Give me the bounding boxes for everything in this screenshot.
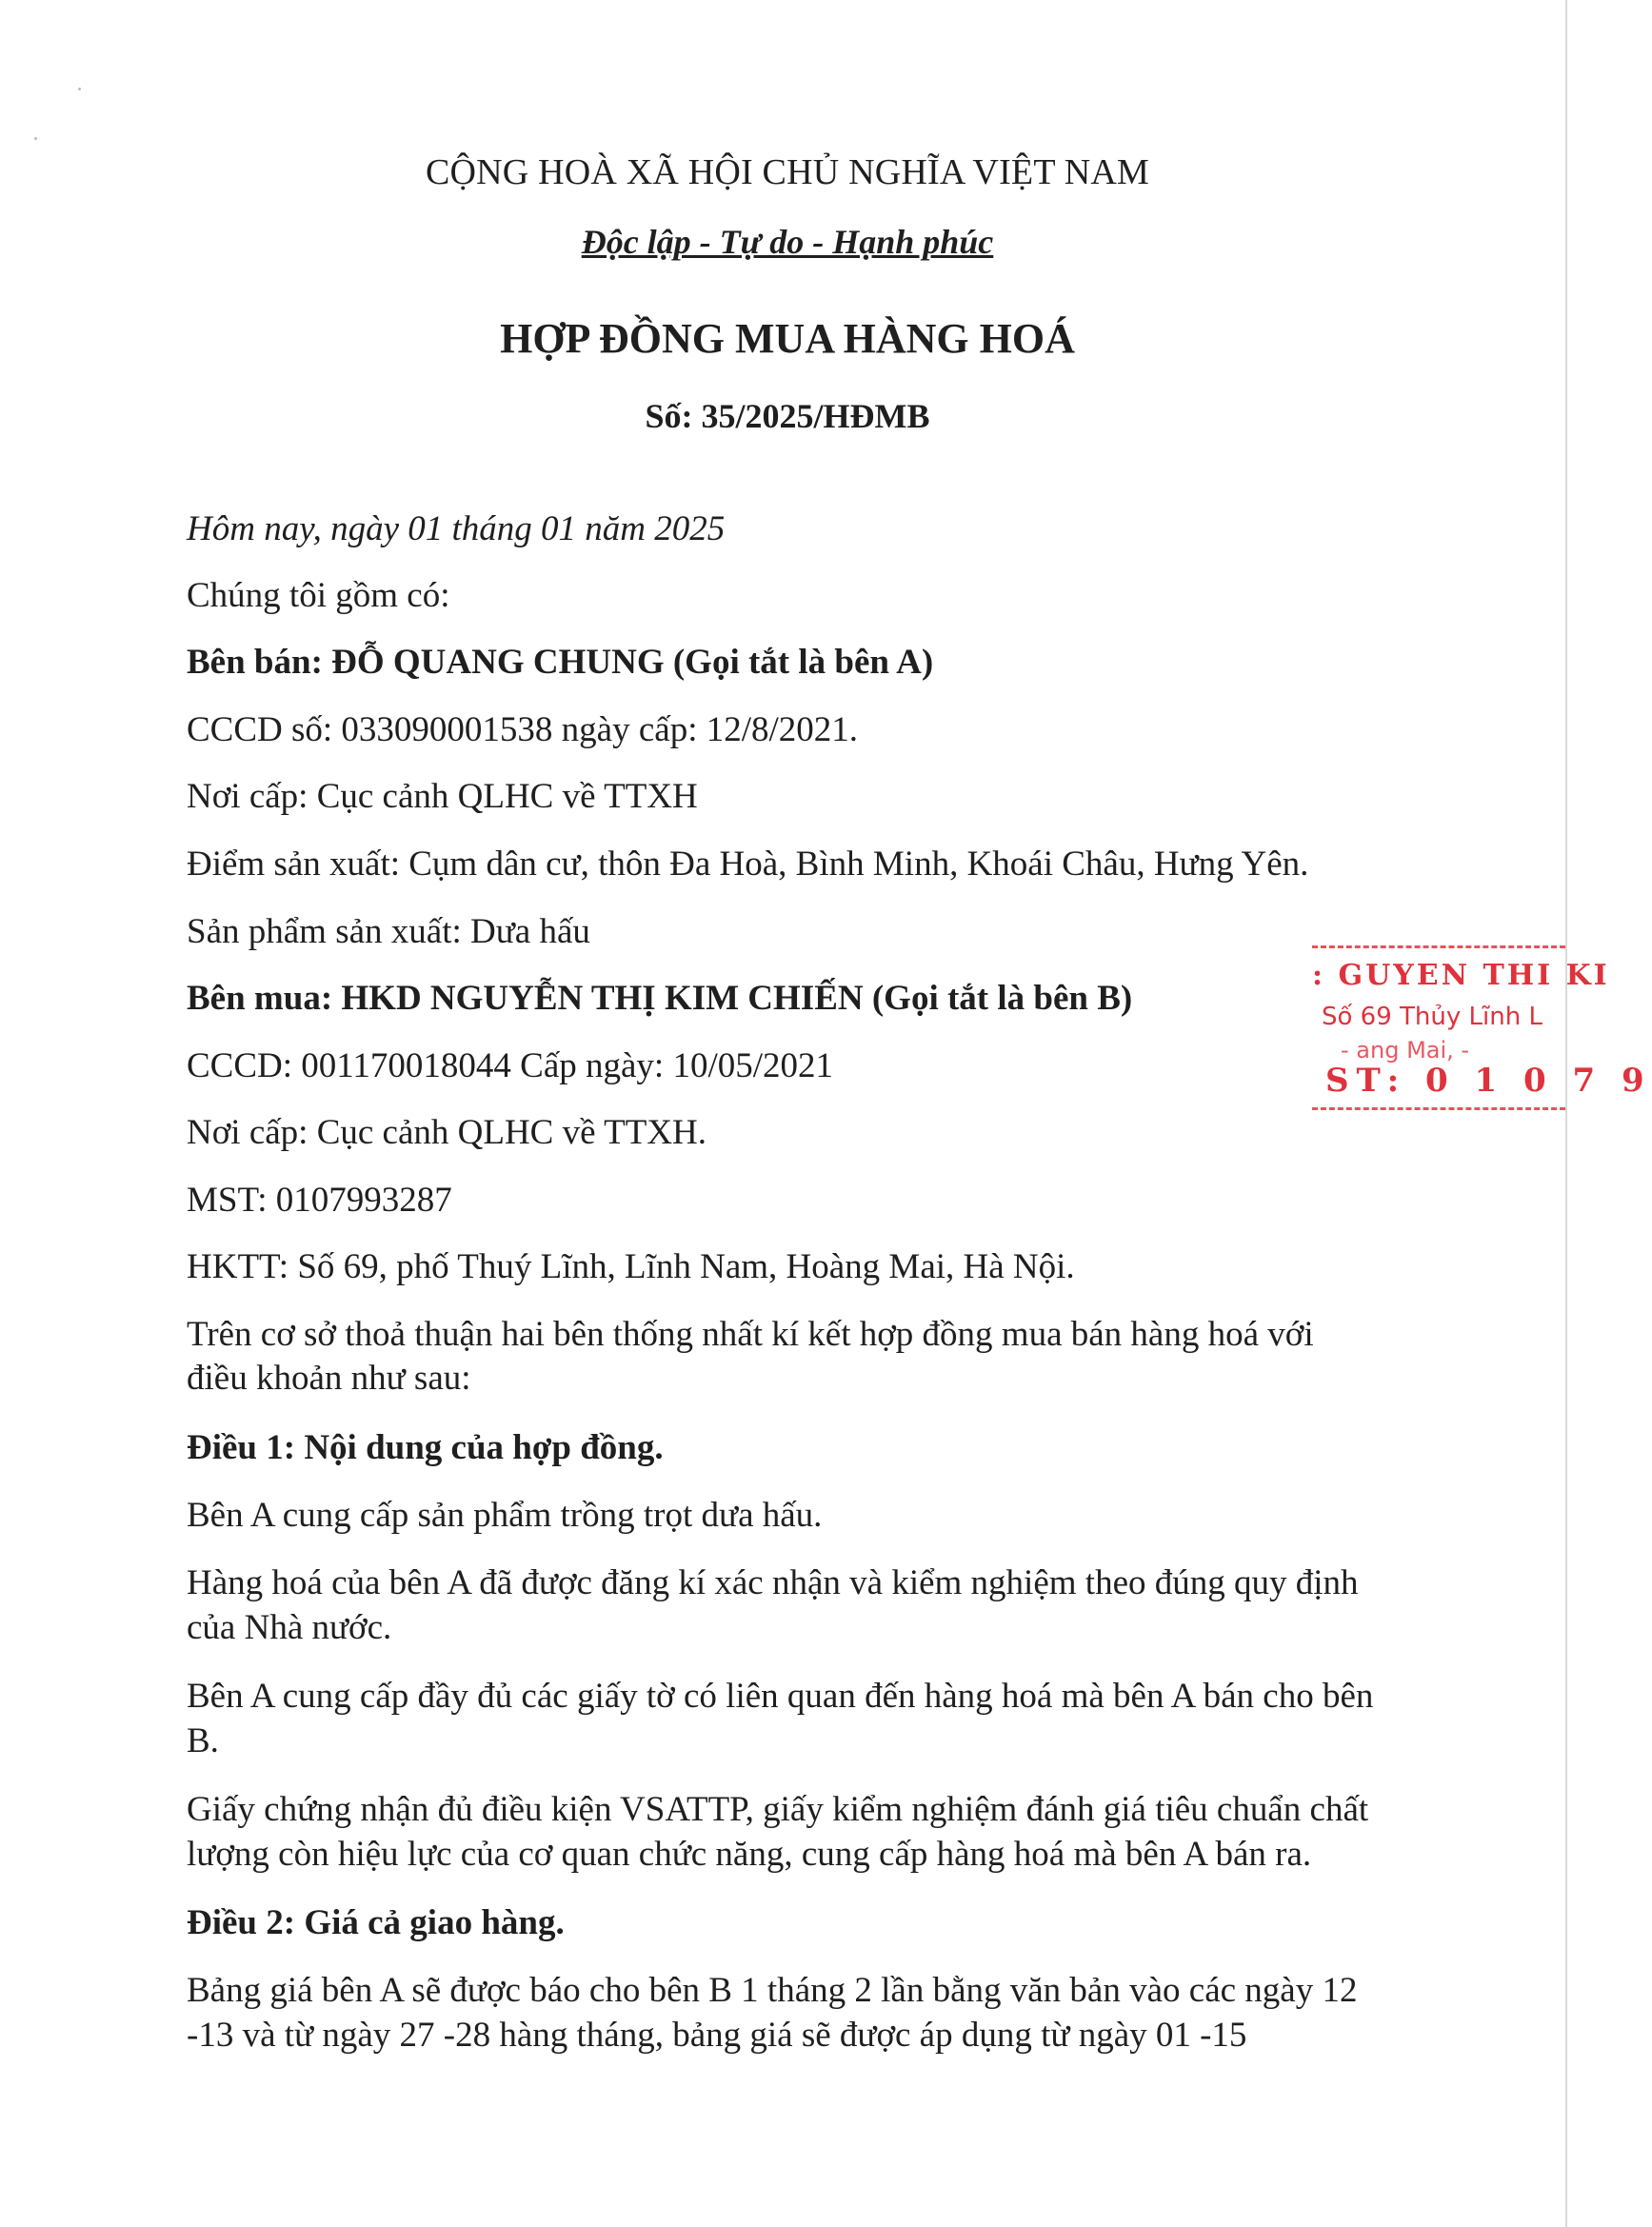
date-line: Hôm nay, ngày 01 tháng 01 năm 2025 xyxy=(187,509,726,548)
buyer-tax-code: MST: 0107993287 xyxy=(187,1181,452,1220)
seller-id: CCCD số: 033090001538 ngày cấp: 12/8/2021. xyxy=(187,710,859,749)
article-1-paragraph-4-line-2: lượng còn hiệu lực của cơ quan chức năng, cung cấp hàng hoá mà bên A bán ra. xyxy=(187,1835,1312,1874)
intro-line: Chúng tôi gồm có: xyxy=(187,576,450,615)
article-2-heading: Điều 2: Giá cả giao hàng. xyxy=(187,1903,565,1942)
stamp-border-bottom xyxy=(1312,1107,1565,1110)
buyer-issued-by: Nơi cấp: Cục cảnh QLHC về TTXH. xyxy=(187,1113,707,1152)
seller-issued-by: Nơi cấp: Cục cảnh QLHC về TTXH xyxy=(187,777,698,816)
article-2-paragraph-1-line-1: Bảng giá bên A sẽ được báo cho bên B 1 tháng 2 lần bằng văn bản vào các ngày 12 xyxy=(187,1971,1358,2010)
seller-product: Sản phẩm sản xuất: Dưa hấu xyxy=(187,912,590,951)
seller-heading: Bên bán: ĐỖ QUANG CHUNG (Gọi tắt là bên A) xyxy=(187,643,934,682)
agreement-line-2: điều khoản như sau: xyxy=(187,1359,471,1398)
buyer-address: HKTT: Số 69, phố Thuý Lĩnh, Lĩnh Nam, Hoàng Mai, Hà Nội. xyxy=(187,1247,1075,1286)
article-1-paragraph-3-line-1: Bên A cung cấp đầy đủ các giấy tờ có liên quan đến hàng hoá mà bên A bán cho bên xyxy=(187,1677,1374,1716)
scan-speck xyxy=(34,137,37,140)
national-header: CỘNG HOÀ XÃ HỘI CHỦ NGHĨA VIỆT NAM xyxy=(425,152,1150,192)
stamp-border-top xyxy=(1312,945,1565,948)
buyer-id: CCCD: 001170018044 Cấp ngày: 10/05/2021 xyxy=(187,1046,834,1085)
stamp-line-2: Số 69 Thủy Lĩnh L xyxy=(1322,1003,1543,1031)
article-1-paragraph-3-line-2: B. xyxy=(187,1721,219,1760)
article-1-paragraph-2-line-1: Hàng hoá của bên A đã được đăng kí xác nhận và kiểm nghiệm theo đúng quy định xyxy=(187,1563,1359,1602)
article-1-paragraph-4-line-1: Giấy chứng nhận đủ điều kiện VSATTP, giấy kiểm nghiệm đánh giá tiêu chuẩn chất xyxy=(187,1790,1369,1829)
stamp-line-3: - ang Mai, - xyxy=(1341,1037,1470,1064)
article-2-paragraph-1-line-2: -13 và từ ngày 27 -28 hàng tháng, bảng giá sẽ được áp dụng từ ngày 01 -15 xyxy=(187,2016,1247,2055)
article-1-heading: Điều 1: Nội dung của hợp đồng. xyxy=(187,1428,664,1467)
document-title: HỢP ĐỒNG MUA HÀNG HOÁ xyxy=(500,315,1075,362)
buyer-heading: Bên mua: HKD NGUYỄN THỊ KIM CHIẾN (Gọi tắt là bên B) xyxy=(187,979,1133,1018)
article-1-paragraph-1: Bên A cung cấp sản phẩm trồng trọt dưa hấu. xyxy=(187,1496,823,1535)
business-stamp xyxy=(1284,938,1652,1109)
document-number: Số: 35/2025/HĐMB xyxy=(645,397,930,435)
stamp-line-4: ST: 0 1 0 7 9 xyxy=(1325,1062,1652,1100)
national-motto: Độc lập - Tự do - Hạnh phúc xyxy=(581,223,994,261)
scan-speck xyxy=(78,88,81,90)
article-1-paragraph-2-line-2: của Nhà nước. xyxy=(187,1608,392,1647)
agreement-line-1: Trên cơ sở thoả thuận hai bên thống nhất kí kết hợp đồng mua bán hàng hoá với xyxy=(187,1315,1314,1354)
stamp-line-1: : GUYEN THI KI xyxy=(1312,959,1610,992)
seller-location: Điểm sản xuất: Cụm dân cư, thôn Đa Hoà, Bình Minh, Khoái Châu, Hưng Yên. xyxy=(187,845,1309,884)
